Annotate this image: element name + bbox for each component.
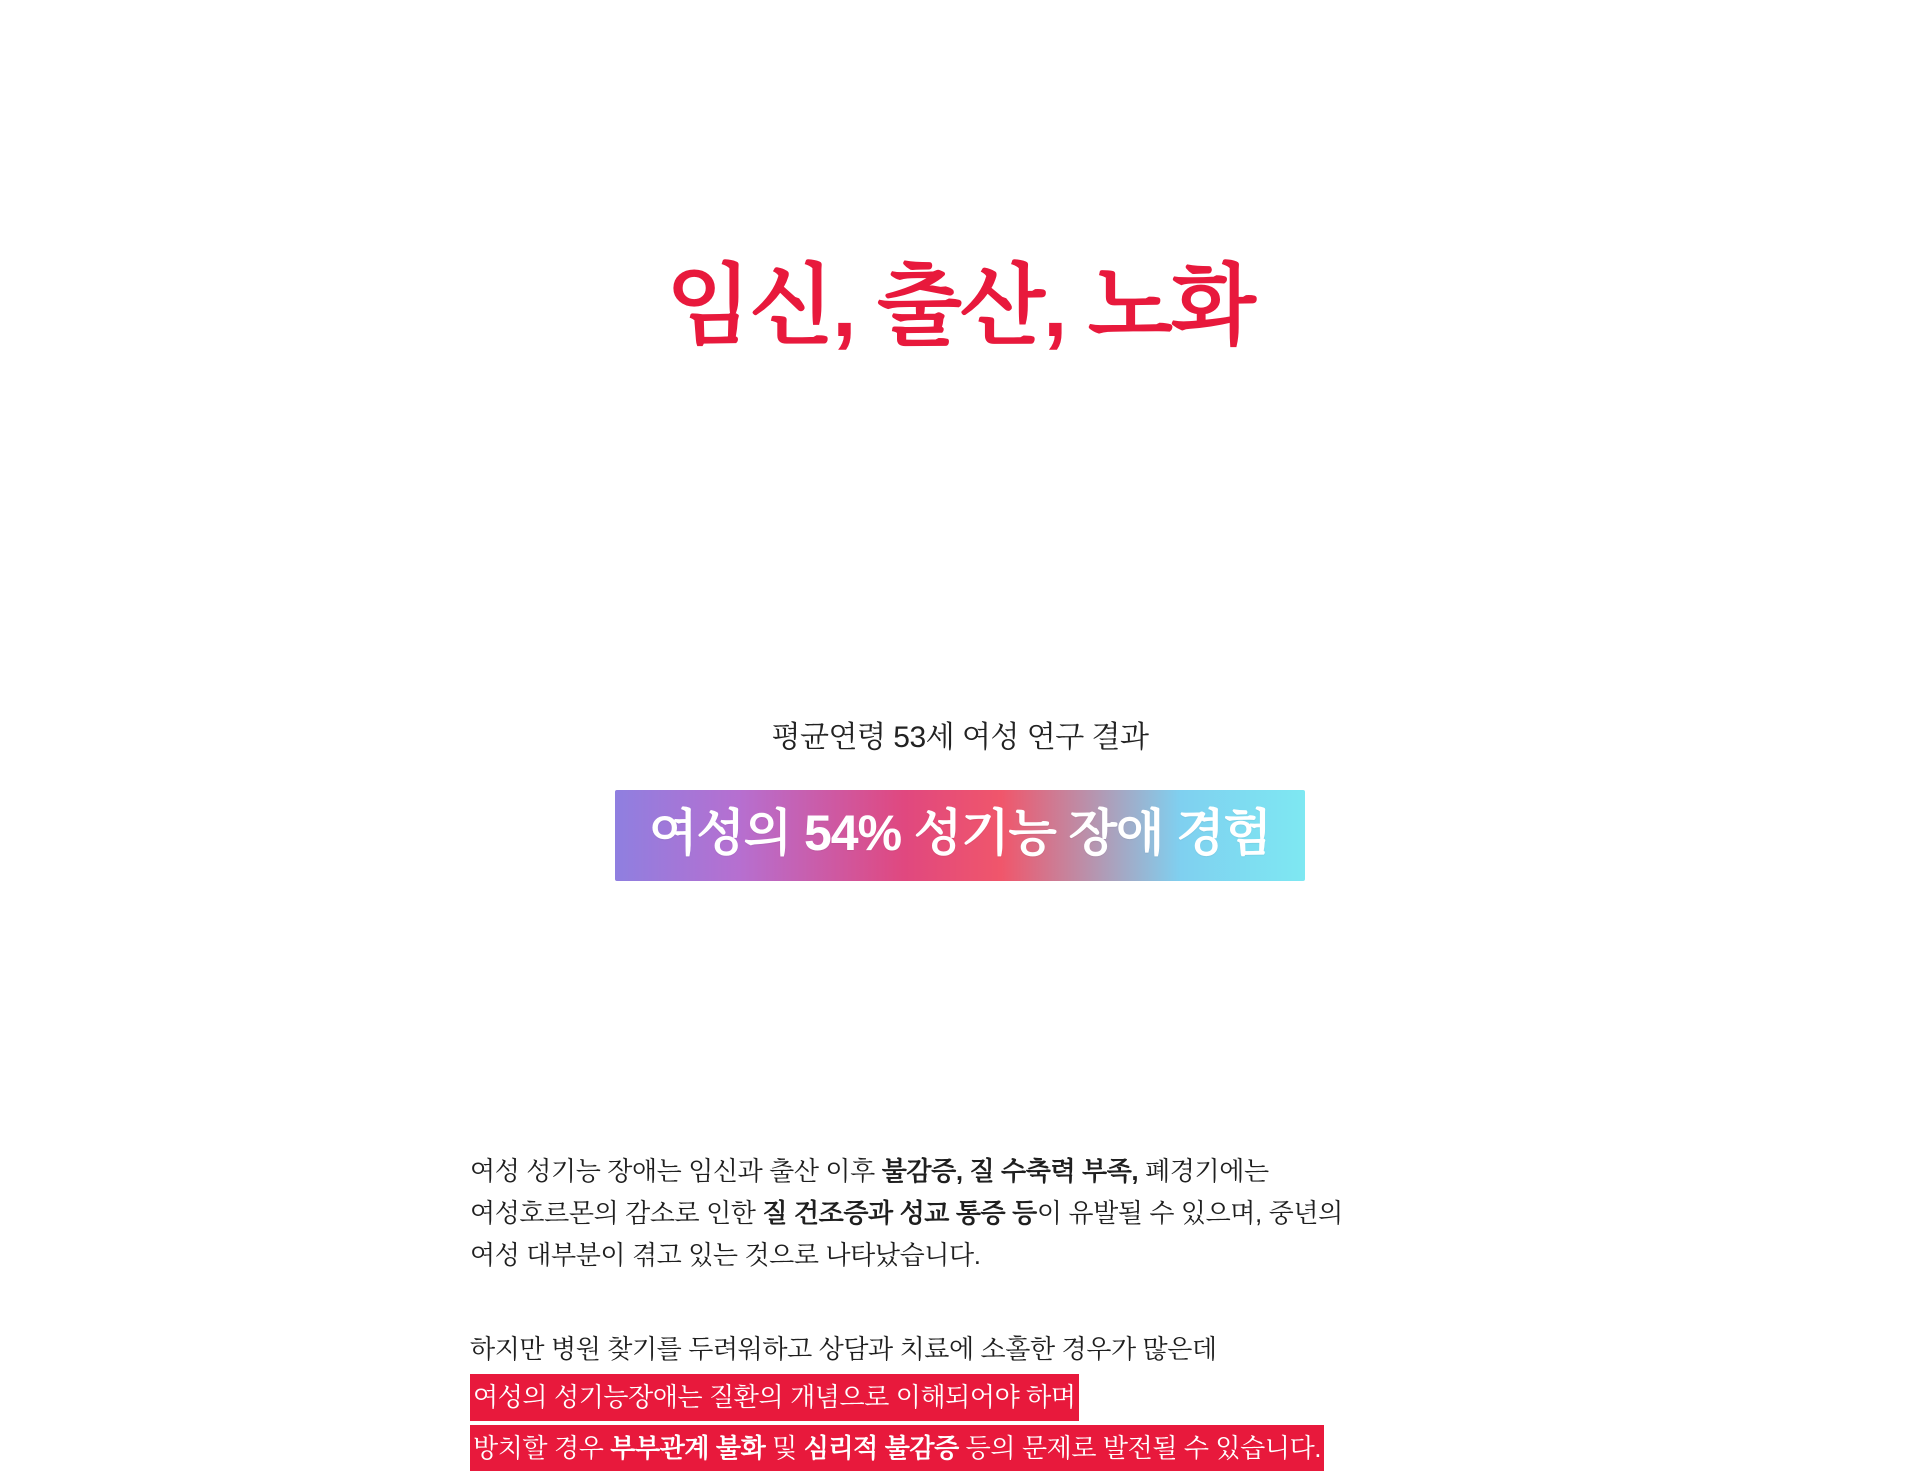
page-title: 임신, 출산, 노화 xyxy=(666,255,1254,355)
p2-bold-1: 부부관계 불화 xyxy=(610,1432,766,1463)
p2-line3-mid: 및 xyxy=(765,1432,804,1463)
paragraph-1-line-1 xyxy=(470,1150,1530,1192)
paragraph-2-line-1: 하지만 병원 찾기를 두려워하고 상담과 치료에 소홀한 경우가 많은데 xyxy=(470,1334,1217,1365)
paragraph-1-line-2 xyxy=(470,1192,1530,1234)
highlight-banner xyxy=(0,790,1920,881)
highlighted-text-2 xyxy=(470,1425,1324,1471)
p1-line2-seg2: 이 유발될 수 있으며, 중년의 xyxy=(1036,1198,1343,1229)
p1-line2-seg1: 여성호르몬의 감소로 인한 xyxy=(470,1198,763,1229)
p1-seg3: 폐경기에는 xyxy=(1138,1156,1269,1186)
highlighted-text-1: 여성의 성기능장애는 질환의 개념으로 이해되어야 하며 xyxy=(470,1374,1079,1420)
paragraph-2-line-3 xyxy=(470,1421,1530,1471)
p2-line3-pre: 방치할 경우 xyxy=(473,1432,611,1463)
p2-bold-2: 심리적 불감증 xyxy=(803,1432,959,1463)
p2-line3-post: 등의 문제로 발전될 수 있습니다. xyxy=(958,1432,1322,1463)
paragraph-2-line-2 xyxy=(470,1370,1530,1420)
study-subtitle: 평균연령 53세 여성 연구 결과 xyxy=(771,721,1149,754)
p1-bold-1: 불감증, 질 수축력 부족, xyxy=(881,1156,1139,1186)
paragraph-spacer xyxy=(470,1276,1530,1328)
paragraph-1-line-3: 여성 대부분이 겪고 있는 것으로 나타났습니다. xyxy=(470,1240,981,1271)
body-copy xyxy=(470,1150,1530,1471)
p1-seg1: 여성 성기능 장애는 임신과 출산 이후 xyxy=(470,1156,882,1186)
banner-statistic-text: 여성의 54% 성기능 장애 경험 xyxy=(649,805,1271,861)
gradient-banner-background xyxy=(615,790,1305,881)
p1-bold-2: 질 건조증과 성교 통증 등 xyxy=(762,1198,1037,1229)
